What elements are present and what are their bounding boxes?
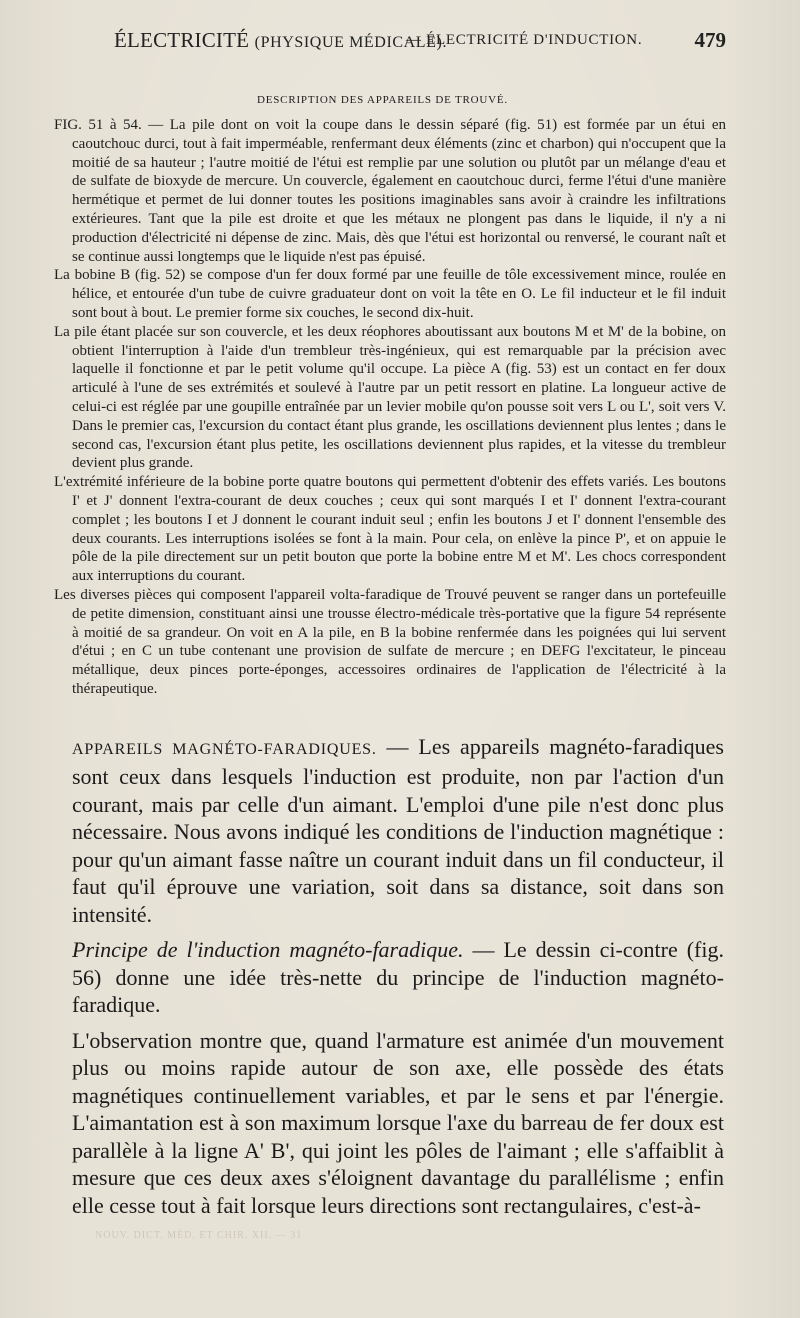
main-paragraph-3: L'observation montre que, quand l'armature est animée d'un mouvement plus ou moins rapide autour de son axe, elle possède des états magnétiques continuellement variables, et par le sens et par l'énergie. L'aimantation est à son maximum lorsque l'axe du barreau de fer doux est parallèle à la ligne A' B', qui joint les pôles de l'aimant ; elle s'affaiblit à mesure que ces deux axes s'éloignent davantage du parallélisme ; enfin elle cesse tout à fait lorsque leurs directions sont rectangulaires, c'est-à- [72,1027,724,1218]
principle-heading: Principe de l'induction magnéto-faradique. [72,937,464,963]
small-paragraph-5: Les diverses pièces qui composent l'appareil volta-faradique de Trouvé peuvent se ranger dans un portefeuille de petite dimension, constituant ainsi une trousse électro-médicale très-portative que la figure 54 représente à moitié de sa grandeur. On voit en A la pile, en B la bobine renfermée dans les poignées qui lui servent d'étui ; en C un tube contenant une provision de sulfate de mercure ; en DEFG l'excitateur, le pinceau métallique, deux pinces porte-éponges, accessoires ordinaires de l'application de l'électricité à la thérapeutique. [54,586,726,697]
small-paragraph-1: FIG. 51 à 54. — La pile dont on voit la coupe dans le dessin séparé (fig. 51) est formée par un étui en caoutchouc durci, tout à fait imperméable, renfermant deux éléments (zinc et charbon) qui n'occupent que la moitié de sa hauteur ; l'autre moitié de l'étui est remplie par une solution ou plutôt par un mélange d'eau et de sulfate de bioxyde de mercure. Un couvercle, également en caoutchouc durci, ferme l'étui d'une manière hermétique et permet de lui donner toutes les positions imaginables sans avoir à craindre les infiltrations extérieures. Tant que la pile est droite et que les métaux ne plongent pas dans le liquide, il n'y a ni production d'électricité ni dépense de zinc. Mais, dès que l'étui est horizontal ou renversé, le courant naît et se continue aussi longtemps que le liquide n'est pas épuisé. [54,117,726,265]
main-text [54,733,726,1220]
main-paragraph-1-text: — Les appareils magnéto-faradiques sont ceux dans lesquels l'induction est produite, non par l'action d'un courant, mais par celle d'un aimant. L'emploi d'une pile n'est donc plus nécessaire. Nous avons indiqué les conditions de l'induction magnétique : pour qu'un aimant fasse naître un courant induit dans un fil conducteur, il faut qu'il éprouve une variation, soit dans sa distance, soit dans son intensité. [72,733,724,927]
header-main-title: ÉLECTRICITÉ [114,28,250,52]
footer-ghost-text: NOUV. DICT. MÉD. ET CHIR. XII. — 31 [95,1230,303,1241]
small-paragraph-2: La bobine B (fig. 52) se compose d'un fer doux formé par une feuille de tôle excessivement mince, roulée en hélice, et entourée d'un tube de cuivre graduateur dont on voit la tête en O. Le fil inducteur et le fil induit sont bout à bout. Le premier forme six couches, le second dix-huit. [54,267,726,321]
main-paragraph-1 [72,733,724,929]
small-paragraph-4: L'extrémité inférieure de la bobine porte quatre boutons qui permettent d'obtenir des effets variés. Les boutons I' et J' donnent l'extra-courant de deux couches ; ceux qui sont marqués I et I' donnent l'extra-courant complet ; les boutons I et J donnent le courant induit seul ; enfin les boutons J et I' donnent l'ensemble des deux courants. Les interruptions isolées se font à la main. Pour cela, on enlève la pince P', et on appuie le pôle de la pile directement sur un petit bouton que porte la bobine entre M et M'. Les chocs correspondent aux interruptions du courant. [54,474,726,585]
figure-description [54,116,726,699]
section-heading: DESCRIPTION DES APPAREILS DE TROUVÉ. [257,94,508,106]
section-label-magneto: APPAREILS MAGNÉTO-FARADIQUES. [72,740,377,758]
header-paren-title: (PHYSIQUE MÉDICALE). [254,34,448,51]
main-paragraph-2-text: — Le dessin ci-contre (fig. 56) donne une idée très-nette du principe de l'induction magnéto-faradique. [72,937,724,1018]
small-paragraph-3: La pile étant placée sur son couvercle, et les deux réophores aboutissant aux boutons M et M' de la bobine, on obtient l'interruption à l'aide d'un trembleur très-ingénieux, qui est remarquable par la précision avec laquelle il fonctionne et par le petit volume qu'il occupe. La pièce A (fig. 53) est un contact en fer doux articulé à l'une de ses extrémités et soulevé à l'autre par un petit ressort en platine. La longueur active de celui-ci est réglée par une goupille entraînée par un levier mobile qu'on pousse soit vers L ou L', soit vers V. Dans le premier cas, l'excursion du contact étant plus grande, les oscillations deviennent plus lentes ; dans le second cas, l'excursion étant plus petite, les oscillations deviennent plus rapides, et la vitesse du trembleur devient plus grande. [54,323,726,472]
page-number: 479 [694,28,726,52]
header-right-title: — ÉLECTRICITÉ D'INDUCTION. [406,32,643,48]
main-paragraph-2 [72,936,724,1019]
header-left [114,28,447,53]
running-header [54,28,726,58]
